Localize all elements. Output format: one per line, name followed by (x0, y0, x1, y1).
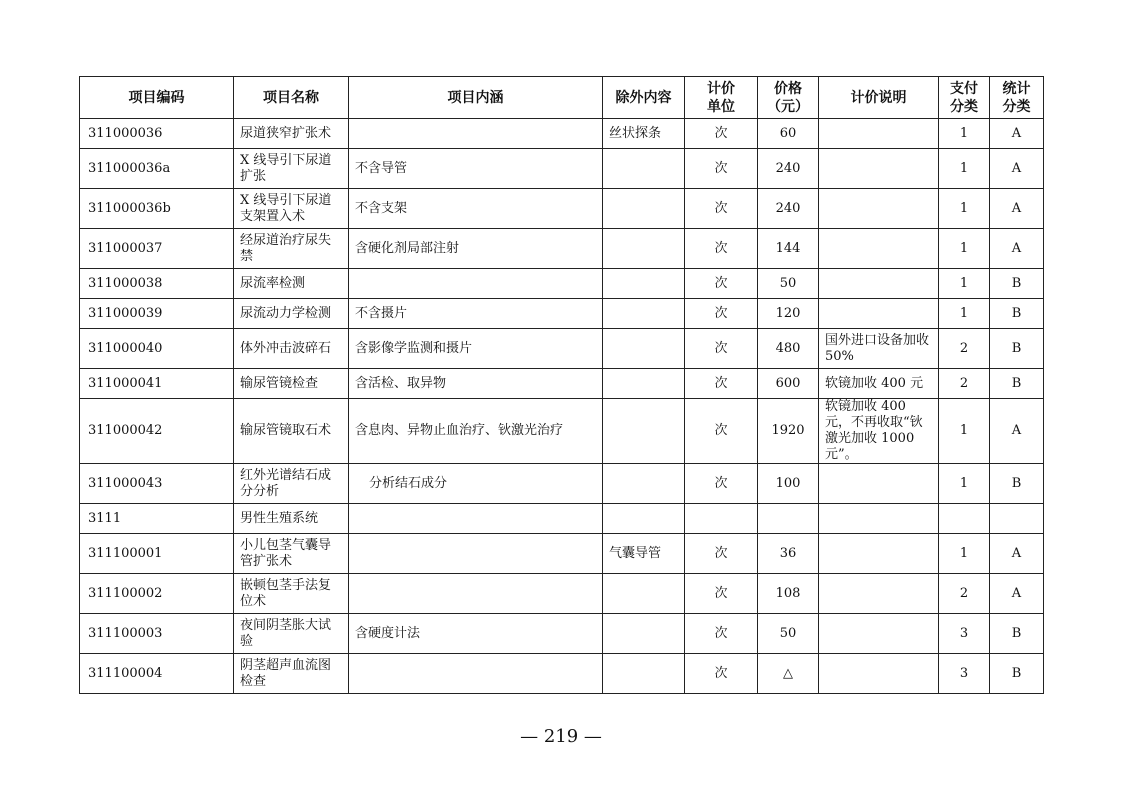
cell-code: 311100001 (80, 534, 234, 574)
cell-note (819, 464, 939, 504)
header-excluded: 除外内容 (603, 77, 685, 119)
cell-excluded (603, 329, 685, 369)
cell-name: 尿流动力学检测 (234, 299, 349, 329)
cell-excluded (603, 614, 685, 654)
cell-unit (685, 504, 758, 534)
cell-code: 311000043 (80, 464, 234, 504)
table-row (80, 654, 1044, 694)
cell-content (349, 534, 603, 574)
cell-excluded: 气囊导管 (603, 534, 685, 574)
cell-excluded (603, 399, 685, 464)
cell-content (349, 654, 603, 694)
cell-stat: A (990, 149, 1044, 189)
cell-pay: 2 (939, 329, 990, 369)
header-stat (990, 77, 1044, 119)
cell-code: 311100003 (80, 614, 234, 654)
cell-price: 1920 (758, 399, 819, 464)
cell-unit: 次 (685, 119, 758, 149)
table-row (80, 504, 1044, 534)
header-price-line2: （元） (767, 98, 809, 115)
header-price-line1: 价格 (774, 80, 802, 97)
table-row (80, 614, 1044, 654)
cell-stat: B (990, 614, 1044, 654)
cell-excluded (603, 464, 685, 504)
cell-pay: 1 (939, 119, 990, 149)
cell-unit: 次 (685, 534, 758, 574)
cell-content: 不含导管 (349, 149, 603, 189)
cell-pay: 1 (939, 399, 990, 464)
cell-price: 50 (758, 269, 819, 299)
cell-content (349, 119, 603, 149)
cell-content: 不含摄片 (349, 299, 603, 329)
header-content: 项目内涵 (349, 77, 603, 119)
cell-unit: 次 (685, 299, 758, 329)
cell-content (349, 269, 603, 299)
header-stat-line1: 统计 (1002, 80, 1031, 97)
cell-name: 夜间阴茎胀大试验 (234, 614, 349, 654)
cell-name: 小儿包茎气囊导管扩张术 (234, 534, 349, 574)
cell-pay: 3 (939, 614, 990, 654)
cell-excluded (603, 299, 685, 329)
cell-note (819, 269, 939, 299)
cell-note (819, 614, 939, 654)
cell-price: 240 (758, 189, 819, 229)
header-pay-line1: 支付 (950, 80, 978, 97)
cell-content (349, 574, 603, 614)
cell-unit: 次 (685, 614, 758, 654)
cell-code: 311000040 (80, 329, 234, 369)
table-row (80, 464, 1044, 504)
cell-excluded: 丝状探条 (603, 119, 685, 149)
cell-content (349, 504, 603, 534)
cell-name: 尿流率检测 (234, 269, 349, 299)
cell-code: 311000036a (80, 149, 234, 189)
price-table (79, 76, 1044, 694)
cell-unit: 次 (685, 369, 758, 399)
cell-excluded (603, 189, 685, 229)
cell-excluded (603, 269, 685, 299)
cell-unit: 次 (685, 399, 758, 464)
cell-content: 分析结石成分 (349, 464, 603, 504)
cell-code: 311000036b (80, 189, 234, 229)
cell-code: 311000041 (80, 369, 234, 399)
cell-price: 480 (758, 329, 819, 369)
cell-unit: 次 (685, 329, 758, 369)
cell-pay: 1 (939, 534, 990, 574)
cell-note (819, 574, 939, 614)
cell-code: 311000036 (80, 119, 234, 149)
cell-code: 311000037 (80, 229, 234, 269)
cell-name: X 线导引下尿道支架置入术 (234, 189, 349, 229)
cell-stat: B (990, 369, 1044, 399)
cell-code: 3111 (80, 504, 234, 534)
cell-note (819, 229, 939, 269)
header-pay (939, 77, 990, 119)
cell-note: 国外进口设备加收 50% (819, 329, 939, 369)
cell-pay: 1 (939, 269, 990, 299)
cell-unit: 次 (685, 464, 758, 504)
cell-note (819, 534, 939, 574)
cell-unit: 次 (685, 269, 758, 299)
cell-unit: 次 (685, 574, 758, 614)
cell-stat: A (990, 119, 1044, 149)
cell-stat: A (990, 534, 1044, 574)
cell-code: 311000038 (80, 269, 234, 299)
cell-price: △ (758, 654, 819, 694)
cell-pay: 1 (939, 189, 990, 229)
cell-stat: B (990, 654, 1044, 694)
cell-unit: 次 (685, 149, 758, 189)
cell-note (819, 189, 939, 229)
cell-stat: B (990, 299, 1044, 329)
cell-unit: 次 (685, 654, 758, 694)
cell-code: 311000039 (80, 299, 234, 329)
cell-excluded (603, 574, 685, 614)
cell-price: 108 (758, 574, 819, 614)
cell-note (819, 504, 939, 534)
table-row (80, 329, 1044, 369)
cell-price (758, 504, 819, 534)
cell-content: 含硬度计法 (349, 614, 603, 654)
cell-name: 嵌顿包茎手法复位术 (234, 574, 349, 614)
cell-name: X 线导引下尿道扩张 (234, 149, 349, 189)
cell-stat: A (990, 229, 1044, 269)
cell-pay: 1 (939, 299, 990, 329)
table-row (80, 369, 1044, 399)
table-row (80, 229, 1044, 269)
cell-name: 输尿管镜检查 (234, 369, 349, 399)
table-row (80, 149, 1044, 189)
header-code: 项目编码 (80, 77, 234, 119)
cell-excluded (603, 229, 685, 269)
table-row (80, 269, 1044, 299)
cell-name: 体外冲击波碎石 (234, 329, 349, 369)
cell-name: 经尿道治疗尿失禁 (234, 229, 349, 269)
cell-code: 311000042 (80, 399, 234, 464)
header-pay-line2: 分类 (950, 98, 978, 115)
header-note: 计价说明 (819, 77, 939, 119)
cell-name: 男性生殖系统 (234, 504, 349, 534)
cell-content: 不含支架 (349, 189, 603, 229)
cell-stat: A (990, 189, 1044, 229)
header-stat-line2: 分类 (1002, 98, 1031, 115)
cell-content: 含影像学监测和摄片 (349, 329, 603, 369)
cell-pay: 2 (939, 574, 990, 614)
table-row (80, 399, 1044, 464)
cell-pay: 1 (939, 149, 990, 189)
cell-note (819, 149, 939, 189)
cell-unit: 次 (685, 189, 758, 229)
cell-price: 50 (758, 614, 819, 654)
table-row (80, 534, 1044, 574)
cell-content: 含息肉、异物止血治疗、钬激光治疗 (349, 399, 603, 464)
header-name: 项目名称 (234, 77, 349, 119)
page-number: — 219 — (520, 726, 602, 747)
cell-pay: 1 (939, 229, 990, 269)
cell-price: 100 (758, 464, 819, 504)
cell-price: 600 (758, 369, 819, 399)
cell-excluded (603, 654, 685, 694)
cell-price: 120 (758, 299, 819, 329)
cell-code: 311100002 (80, 574, 234, 614)
cell-excluded (603, 149, 685, 189)
header-price (758, 77, 819, 119)
cell-stat: A (990, 399, 1044, 464)
table-row (80, 119, 1044, 149)
cell-pay: 1 (939, 464, 990, 504)
header-unit (685, 77, 758, 119)
cell-pay (939, 504, 990, 534)
cell-note (819, 654, 939, 694)
cell-name: 尿道狭窄扩张术 (234, 119, 349, 149)
cell-unit: 次 (685, 229, 758, 269)
cell-stat (990, 504, 1044, 534)
cell-name: 阴茎超声血流图检查 (234, 654, 349, 694)
cell-excluded (603, 369, 685, 399)
header-unit-line2: 单位 (707, 98, 735, 115)
cell-price: 60 (758, 119, 819, 149)
cell-price: 240 (758, 149, 819, 189)
cell-stat: A (990, 574, 1044, 614)
header-unit-line1: 计价 (707, 80, 735, 97)
cell-stat: B (990, 269, 1044, 299)
cell-code: 311100004 (80, 654, 234, 694)
cell-name: 红外光谱结石成分分析 (234, 464, 349, 504)
cell-name: 输尿管镜取石术 (234, 399, 349, 464)
cell-content: 含硬化剂局部注射 (349, 229, 603, 269)
cell-note: 软镜加收 400 元，不再收取“钬激光加收 1000 元”。 (819, 399, 939, 464)
cell-content: 含活检、取异物 (349, 369, 603, 399)
cell-price: 36 (758, 534, 819, 574)
table-row (80, 574, 1044, 614)
cell-pay: 3 (939, 654, 990, 694)
header-row (80, 77, 1044, 119)
cell-stat: B (990, 329, 1044, 369)
cell-note (819, 299, 939, 329)
cell-price: 144 (758, 229, 819, 269)
cell-excluded (603, 504, 685, 534)
cell-note: 软镜加收 400 元 (819, 369, 939, 399)
table-row (80, 189, 1044, 229)
cell-note (819, 119, 939, 149)
cell-pay: 2 (939, 369, 990, 399)
cell-stat: B (990, 464, 1044, 504)
table-row (80, 299, 1044, 329)
